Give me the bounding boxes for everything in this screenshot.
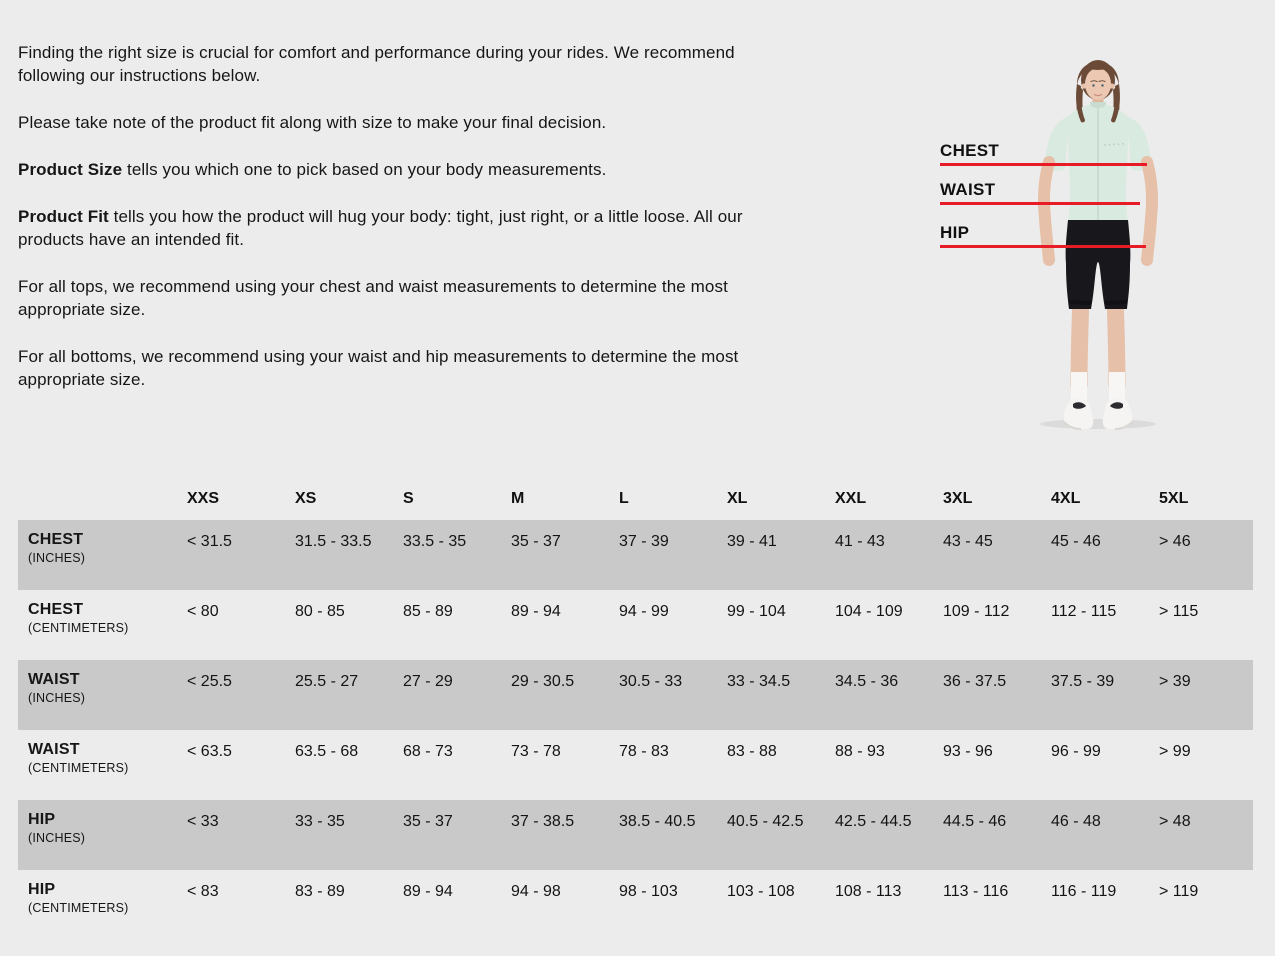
size-cell: 83 - 89 (295, 883, 345, 900)
size-cell: 78 - 83 (619, 743, 669, 760)
size-cell: 112 - 115 (1051, 603, 1117, 620)
size-col-header: 4XL (1051, 490, 1081, 507)
size-cell: < 25.5 (187, 673, 232, 690)
size-cell: 83 - 88 (727, 743, 777, 760)
intro-paragraph-product-fit (18, 205, 858, 251)
size-col-header: 5XL (1159, 490, 1189, 507)
row-header (18, 520, 187, 590)
size-col-header: S (403, 490, 414, 507)
socks-shape (1079, 372, 1117, 400)
size-cell: 30.5 - 33 (619, 673, 683, 690)
size-cell: 39 - 41 (727, 533, 777, 550)
size-cell: 33 - 35 (295, 813, 345, 830)
size-cell: 109 - 112 (943, 603, 1010, 620)
measure-chest (940, 141, 1147, 166)
paragraph-text: products have an intended fit. (18, 230, 245, 249)
intro-paragraph-tops (18, 275, 858, 321)
size-cell: > 48 (1159, 813, 1191, 830)
table-row-waist-centimeters (18, 730, 1253, 800)
size-cell: 68 - 73 (403, 743, 453, 760)
size-cell: > 46 (1159, 533, 1191, 550)
size-cell: 29 - 30.5 (511, 673, 575, 690)
row-label: CHEST (28, 531, 84, 548)
floor-shadow (1040, 419, 1156, 429)
size-cell: < 31.5 (187, 533, 232, 550)
size-col-header: XXL (835, 490, 867, 507)
size-col-header: XS (295, 490, 317, 507)
size-cell: > 119 (1159, 883, 1199, 900)
size-cell: 40.5 - 42.5 (727, 813, 804, 830)
size-cell: 45 - 46 (1051, 533, 1101, 550)
size-col-header: XL (727, 490, 748, 507)
size-cell: 103 - 108 (727, 883, 795, 900)
size-cell: 37 - 38.5 (511, 813, 575, 830)
row-sublabel: (INCHES) (28, 551, 86, 565)
row-label: WAIST (28, 671, 80, 688)
size-col-header: M (511, 490, 525, 507)
size-cell: 89 - 94 (403, 883, 453, 900)
row-label: CHEST (28, 601, 84, 618)
row-label: HIP (28, 811, 56, 828)
row-sublabel: (INCHES) (28, 691, 86, 705)
measure-hip (940, 223, 1146, 248)
size-cell: > 115 (1159, 603, 1199, 620)
table-row-hip-centimeters (18, 870, 1253, 940)
paragraph-text: For all bottoms, we recommend using your waist and hip measurements to determine the most (18, 347, 739, 366)
size-col-header: XXS (187, 490, 220, 507)
eye (1101, 84, 1103, 86)
paragraph-text: following our instructions below. (18, 66, 261, 85)
size-cell: 104 - 109 (835, 603, 903, 620)
table-row-waist-inches (18, 660, 1253, 730)
size-cell: 44.5 - 46 (943, 813, 1007, 830)
paragraph-text: tells you how the product will hug your body: tight, just right, or a little loose. All our (108, 207, 743, 226)
size-cell: < 33 (187, 813, 219, 830)
size-cell: 99 - 104 (727, 603, 786, 620)
row-sublabel: (INCHES) (28, 831, 86, 845)
size-cell: 46 - 48 (1051, 813, 1101, 830)
size-cell: 33.5 - 35 (403, 533, 467, 550)
size-cell: 42.5 - 44.5 (835, 813, 912, 830)
row-sublabel: (CENTIMETERS) (28, 761, 129, 775)
size-cell: < 83 (187, 883, 219, 900)
table-row-chest-inches (18, 520, 1253, 590)
size-cell: 85 - 89 (403, 603, 453, 620)
size-cell: 63.5 - 68 (295, 743, 359, 760)
hip-measure-line (940, 245, 1146, 248)
hip-label: HIP (940, 223, 970, 242)
paragraph-text: tells you which one to pick based on your body measurements. (122, 160, 607, 179)
size-cell: 35 - 37 (403, 813, 453, 830)
size-cell: 93 - 96 (943, 743, 993, 760)
size-cell: 38.5 - 40.5 (619, 813, 696, 830)
intro-paragraph-bottoms (18, 345, 858, 391)
size-cell: 43 - 45 (943, 533, 993, 550)
size-col-header: 3XL (943, 490, 973, 507)
size-cell: 73 - 78 (511, 743, 561, 760)
size-cell: 108 - 113 (835, 883, 902, 900)
size-cell: 37 - 39 (619, 533, 669, 550)
row-header (18, 870, 187, 940)
paragraph-text: appropriate size. (18, 370, 146, 389)
row-header (18, 590, 187, 660)
row-header (18, 730, 187, 800)
size-cell: 98 - 103 (619, 883, 678, 900)
paragraph-text (18, 158, 858, 181)
paragraph-text: Please take note of the product fit along with size to make your final decision. (18, 113, 607, 132)
size-cell: 36 - 37.5 (943, 673, 1007, 690)
size-cell: 34.5 - 36 (835, 673, 899, 690)
waist-measure-line (940, 202, 1140, 205)
intro-paragraph (18, 111, 858, 134)
size-cell: 35 - 37 (511, 533, 561, 550)
intro-paragraph (18, 41, 858, 87)
row-label: WAIST (28, 741, 80, 758)
row-label: HIP (28, 881, 56, 898)
paragraph-text (18, 205, 858, 228)
row-sublabel: (CENTIMETERS) (28, 901, 129, 915)
table-row-chest-centimeters (18, 590, 1253, 660)
size-cell: 25.5 - 27 (295, 673, 359, 690)
measurement-diagram (930, 40, 1275, 450)
sizing-intro-text (18, 41, 858, 415)
size-chart-table (18, 478, 1253, 940)
size-header-row (18, 478, 1253, 520)
shorts-gripper-band (1069, 302, 1127, 303)
intro-paragraph-product-size (18, 158, 858, 181)
size-cell: 94 - 98 (511, 883, 561, 900)
table-row-hip-inches (18, 800, 1253, 870)
chest-label: CHEST (940, 141, 1000, 160)
size-cell: 37.5 - 39 (1051, 673, 1115, 690)
paragraph-lead-bold: Product Fit (18, 207, 109, 226)
paragraph-lead-bold: Product Size (18, 160, 123, 179)
size-cell: 27 - 29 (403, 673, 453, 690)
row-header (18, 800, 187, 870)
size-cell: 89 - 94 (511, 603, 561, 620)
size-cell: 94 - 99 (619, 603, 669, 620)
size-cell: < 63.5 (187, 743, 232, 760)
row-header (18, 660, 187, 730)
paragraph-text: For all tops, we recommend using your chest and waist measurements to determine the most (18, 277, 728, 296)
size-cell: 116 - 119 (1051, 883, 1117, 900)
size-col-header: L (619, 490, 629, 507)
chest-measure-line (940, 163, 1147, 166)
size-cell: > 99 (1159, 743, 1191, 760)
size-cell: 96 - 99 (1051, 743, 1101, 760)
size-cell: 41 - 43 (835, 533, 885, 550)
eye (1092, 84, 1094, 86)
size-cell: 88 - 93 (835, 743, 885, 760)
size-cell: 113 - 116 (943, 883, 1009, 900)
waist-label: WAIST (940, 180, 996, 199)
row-sublabel: (CENTIMETERS) (28, 621, 129, 635)
size-cell: > 39 (1159, 673, 1191, 690)
measure-waist (940, 180, 1140, 205)
size-cell: 80 - 85 (295, 603, 345, 620)
size-cell: < 80 (187, 603, 219, 620)
paragraph-text: Finding the right size is crucial for comfort and performance during your rides. We recommend (18, 43, 735, 62)
paragraph-text: appropriate size. (18, 300, 146, 319)
size-cell: 33 - 34.5 (727, 673, 791, 690)
size-cell: 31.5 - 33.5 (295, 533, 372, 550)
